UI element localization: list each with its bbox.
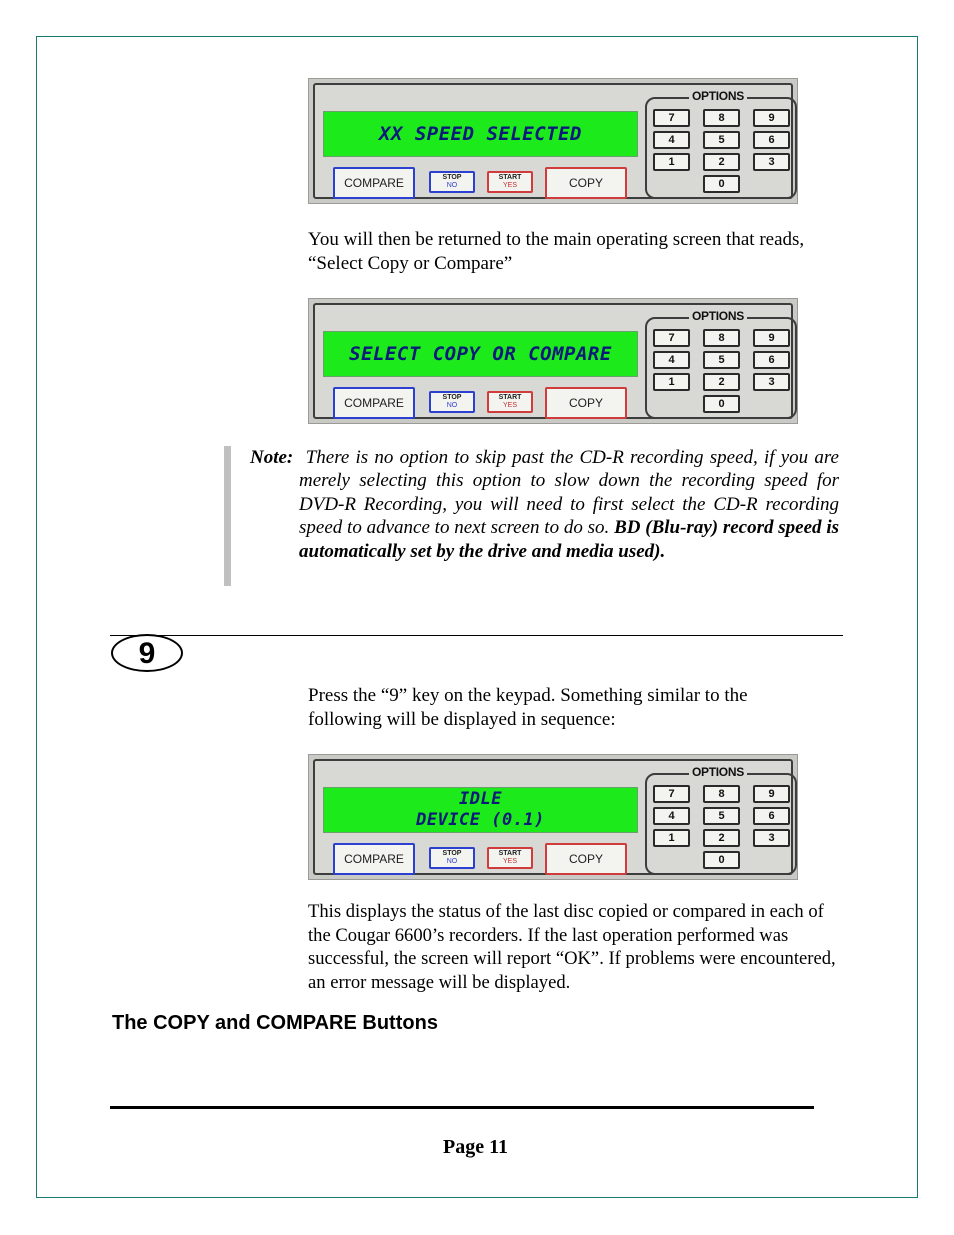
key-3: 3	[753, 373, 790, 391]
device-panel-select-copy-or-compare	[308, 298, 798, 424]
copy-button-label: COPY	[568, 396, 603, 410]
key-9: 9	[753, 109, 790, 127]
key-4: 4	[653, 131, 690, 149]
stop-label: STOP	[442, 394, 462, 401]
compare-button	[333, 843, 415, 875]
copy-button-label: COPY	[568, 176, 603, 190]
copy-button	[545, 167, 627, 199]
options-label: OPTIONS	[689, 765, 747, 779]
lcd-display	[323, 111, 638, 157]
paragraph-status-description: This displays the status of the last disc copied or compared in each of the Cougar 6600’s recorders. If the last operation performed was successful, the screen will report “OK”. If problems were encountered, an error message will be displayed.	[308, 901, 836, 993]
lcd-line-1: IDLE	[459, 789, 502, 809]
compare-button	[333, 167, 415, 199]
yes-label: YES	[502, 182, 517, 189]
section-divider	[110, 635, 843, 636]
paragraph-return-main-screen: You will then be returned to the main operating screen that reads, “Select Copy or Compare”	[308, 229, 805, 274]
lcd-line-2: DEVICE (0.1)	[416, 810, 545, 830]
key-6: 6	[753, 807, 790, 825]
footer-rule	[110, 1106, 814, 1109]
key-8: 8	[703, 329, 740, 347]
key-0: 0	[703, 395, 740, 413]
copy-button-label: COPY	[568, 852, 603, 866]
device-panel-speed-selected	[308, 78, 798, 204]
compare-button-label: COMPARE	[344, 176, 404, 190]
key-2: 2	[703, 153, 740, 171]
start-label: START	[498, 394, 522, 401]
paragraph-press-nine: Press the “9” key on the keypad. Something similar to the following will be displayed in sequence:	[308, 685, 748, 730]
note-label: Note:	[250, 447, 294, 468]
key-1: 1	[653, 373, 690, 391]
key-5: 5	[703, 807, 740, 825]
device-panel-idle	[308, 754, 798, 880]
options-keypad	[645, 89, 797, 199]
stop-no-button	[429, 391, 475, 413]
stop-label: STOP	[442, 850, 462, 857]
key-5: 5	[703, 131, 740, 149]
page-number: Page 11	[443, 1136, 508, 1158]
key-5: 5	[703, 351, 740, 369]
key-7: 7	[653, 329, 690, 347]
key-4: 4	[653, 351, 690, 369]
options-label: OPTIONS	[689, 309, 747, 323]
key-4: 4	[653, 807, 690, 825]
lcd-display	[323, 331, 638, 377]
key-8: 8	[703, 785, 740, 803]
yes-label: YES	[502, 402, 517, 409]
key-1: 1	[653, 153, 690, 171]
lcd-line-1: SELECT COPY OR COMPARE	[349, 343, 612, 365]
key-6: 6	[753, 351, 790, 369]
no-label: NO	[446, 858, 458, 865]
section-number-badge: 9	[111, 634, 183, 672]
key-8: 8	[703, 109, 740, 127]
compare-button-label: COMPARE	[344, 396, 404, 410]
key-2: 2	[703, 829, 740, 847]
key-1: 1	[653, 829, 690, 847]
note-callout	[224, 446, 839, 586]
start-label: START	[498, 174, 522, 181]
start-yes-button	[487, 391, 533, 413]
key-0: 0	[703, 851, 740, 869]
section-heading: The COPY and COMPARE Buttons	[112, 1012, 438, 1034]
key-0: 0	[703, 175, 740, 193]
stop-label: STOP	[442, 174, 462, 181]
start-yes-button	[487, 171, 533, 193]
key-6: 6	[753, 131, 790, 149]
key-9: 9	[753, 785, 790, 803]
note-bold-text: BD (Blu-ray) record speed is automatically set by the drive and media used).	[299, 517, 839, 562]
compare-button	[333, 387, 415, 419]
lcd-line-1: XX SPEED SELECTED	[379, 123, 582, 145]
copy-button	[545, 843, 627, 875]
options-keypad	[645, 309, 797, 419]
compare-button-label: COMPARE	[344, 852, 404, 866]
key-9: 9	[753, 329, 790, 347]
options-label: OPTIONS	[689, 89, 747, 103]
stop-no-button	[429, 171, 475, 193]
yes-label: YES	[502, 858, 517, 865]
copy-button	[545, 387, 627, 419]
key-3: 3	[753, 829, 790, 847]
no-label: NO	[446, 182, 458, 189]
key-7: 7	[653, 109, 690, 127]
key-2: 2	[703, 373, 740, 391]
note-body: There is no option to skip past the CD-R recording speed, if you are merely selecting this option to slow down the recording speed for DVD-R Recording, you will need to first select the CD-R recording speed to advance to next screen to do so.	[299, 447, 839, 539]
no-label: NO	[446, 402, 458, 409]
key-7: 7	[653, 785, 690, 803]
key-3: 3	[753, 153, 790, 171]
start-label: START	[498, 850, 522, 857]
note-text	[250, 446, 839, 563]
lcd-display	[323, 787, 638, 833]
start-yes-button	[487, 847, 533, 869]
options-keypad	[645, 765, 797, 875]
stop-no-button	[429, 847, 475, 869]
